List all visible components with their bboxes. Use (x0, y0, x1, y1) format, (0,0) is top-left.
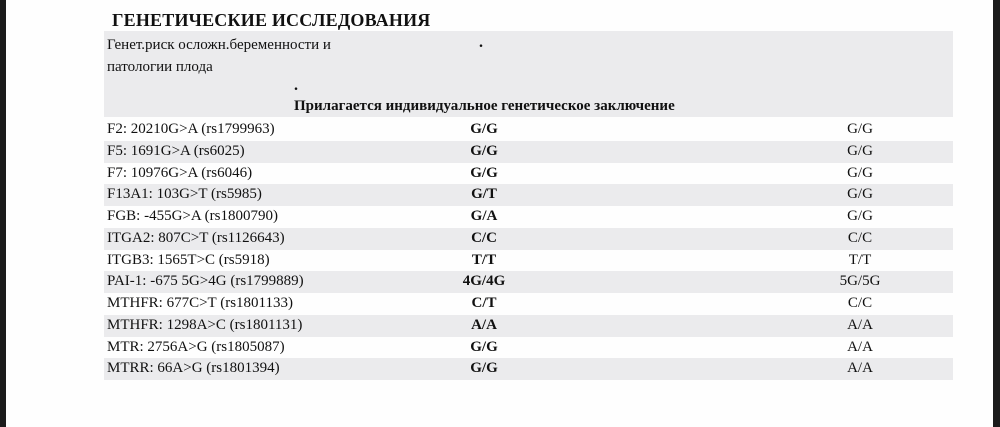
table-row (104, 337, 953, 359)
reference-genotype: G/G (847, 142, 873, 159)
reference-genotype: A/A (847, 316, 873, 333)
document-page (6, 0, 993, 427)
reference-genotype: 5G/5G (839, 273, 881, 290)
reference-genotype: G/G (847, 164, 873, 181)
reference-genotype: T/T (848, 251, 872, 268)
reference-genotype: G/G (847, 121, 873, 137)
patient-genotype: G/T (471, 186, 497, 203)
marker-name: MTHFR: 1298A>C (rs1801131) (107, 316, 303, 333)
marker-name: MTHFR: 677C>T (rs1801133) (107, 295, 293, 311)
table-row (104, 141, 953, 163)
attached-conclusion-note: Прилагается индивидуальное генетическое заключение (294, 98, 675, 114)
patient-genotype: 4G/4G (462, 273, 506, 290)
patient-genotype: G/A (470, 208, 498, 224)
patient-genotype: G/G (470, 121, 498, 137)
patient-genotype: G/G (470, 164, 498, 181)
table-row (104, 228, 953, 250)
table-row (104, 184, 953, 206)
marker-name: F2: 20210G>A (rs1799963) (107, 121, 275, 137)
patient-genotype: G/G (470, 338, 498, 355)
table-row (104, 358, 953, 380)
patient-genotype: A/A (471, 316, 497, 333)
marker-name: MTR: 2756A>G (rs1805087) (107, 338, 285, 355)
marker-name: F7: 10976G>A (rs6046) (107, 164, 253, 181)
marker-name: MTRR: 66A>G (rs1801394) (107, 360, 280, 377)
patient-genotype: T/T (471, 251, 497, 268)
table-row (104, 163, 953, 185)
table-row (104, 206, 953, 228)
reference-genotype: C/C (847, 295, 873, 311)
table-row (104, 250, 953, 272)
table-row (104, 119, 953, 141)
test-name-label: Генет.риск осложн.беременности и патологии плода (107, 37, 331, 75)
marker-name: FGB: -455G>A (rs1800790) (107, 208, 278, 224)
marker-name: F5: 1691G>A (rs6025) (107, 142, 245, 159)
reference-genotype: A/A (847, 360, 873, 377)
reference-genotype: C/C (847, 229, 873, 246)
section-title: ГЕНЕТИЧЕСКИЕ ИССЛЕДОВАНИЯ (112, 10, 431, 30)
note-placeholder-dot: . (294, 77, 298, 94)
marker-name: F13A1: 103G>T (rs5985) (107, 186, 262, 203)
marker-name: ITGA2: 807C>T (rs1126643) (107, 229, 285, 246)
patient-genotype: G/G (470, 360, 498, 377)
table-row (104, 271, 953, 293)
reference-genotype: G/G (847, 208, 873, 224)
genetic-results-table (104, 119, 953, 380)
result-placeholder-dot: . (479, 34, 483, 51)
marker-name: ITGB3: 1565T>C (rs5918) (107, 251, 270, 268)
table-row (104, 315, 953, 337)
reference-genotype: G/G (847, 186, 873, 203)
patient-genotype: C/C (471, 229, 497, 246)
marker-name: PAI-1: -675 5G>4G (rs1799889) (107, 273, 304, 290)
table-row (104, 293, 953, 315)
reference-genotype: A/A (847, 338, 873, 355)
patient-genotype: C/T (471, 295, 497, 311)
patient-genotype: G/G (470, 142, 498, 159)
